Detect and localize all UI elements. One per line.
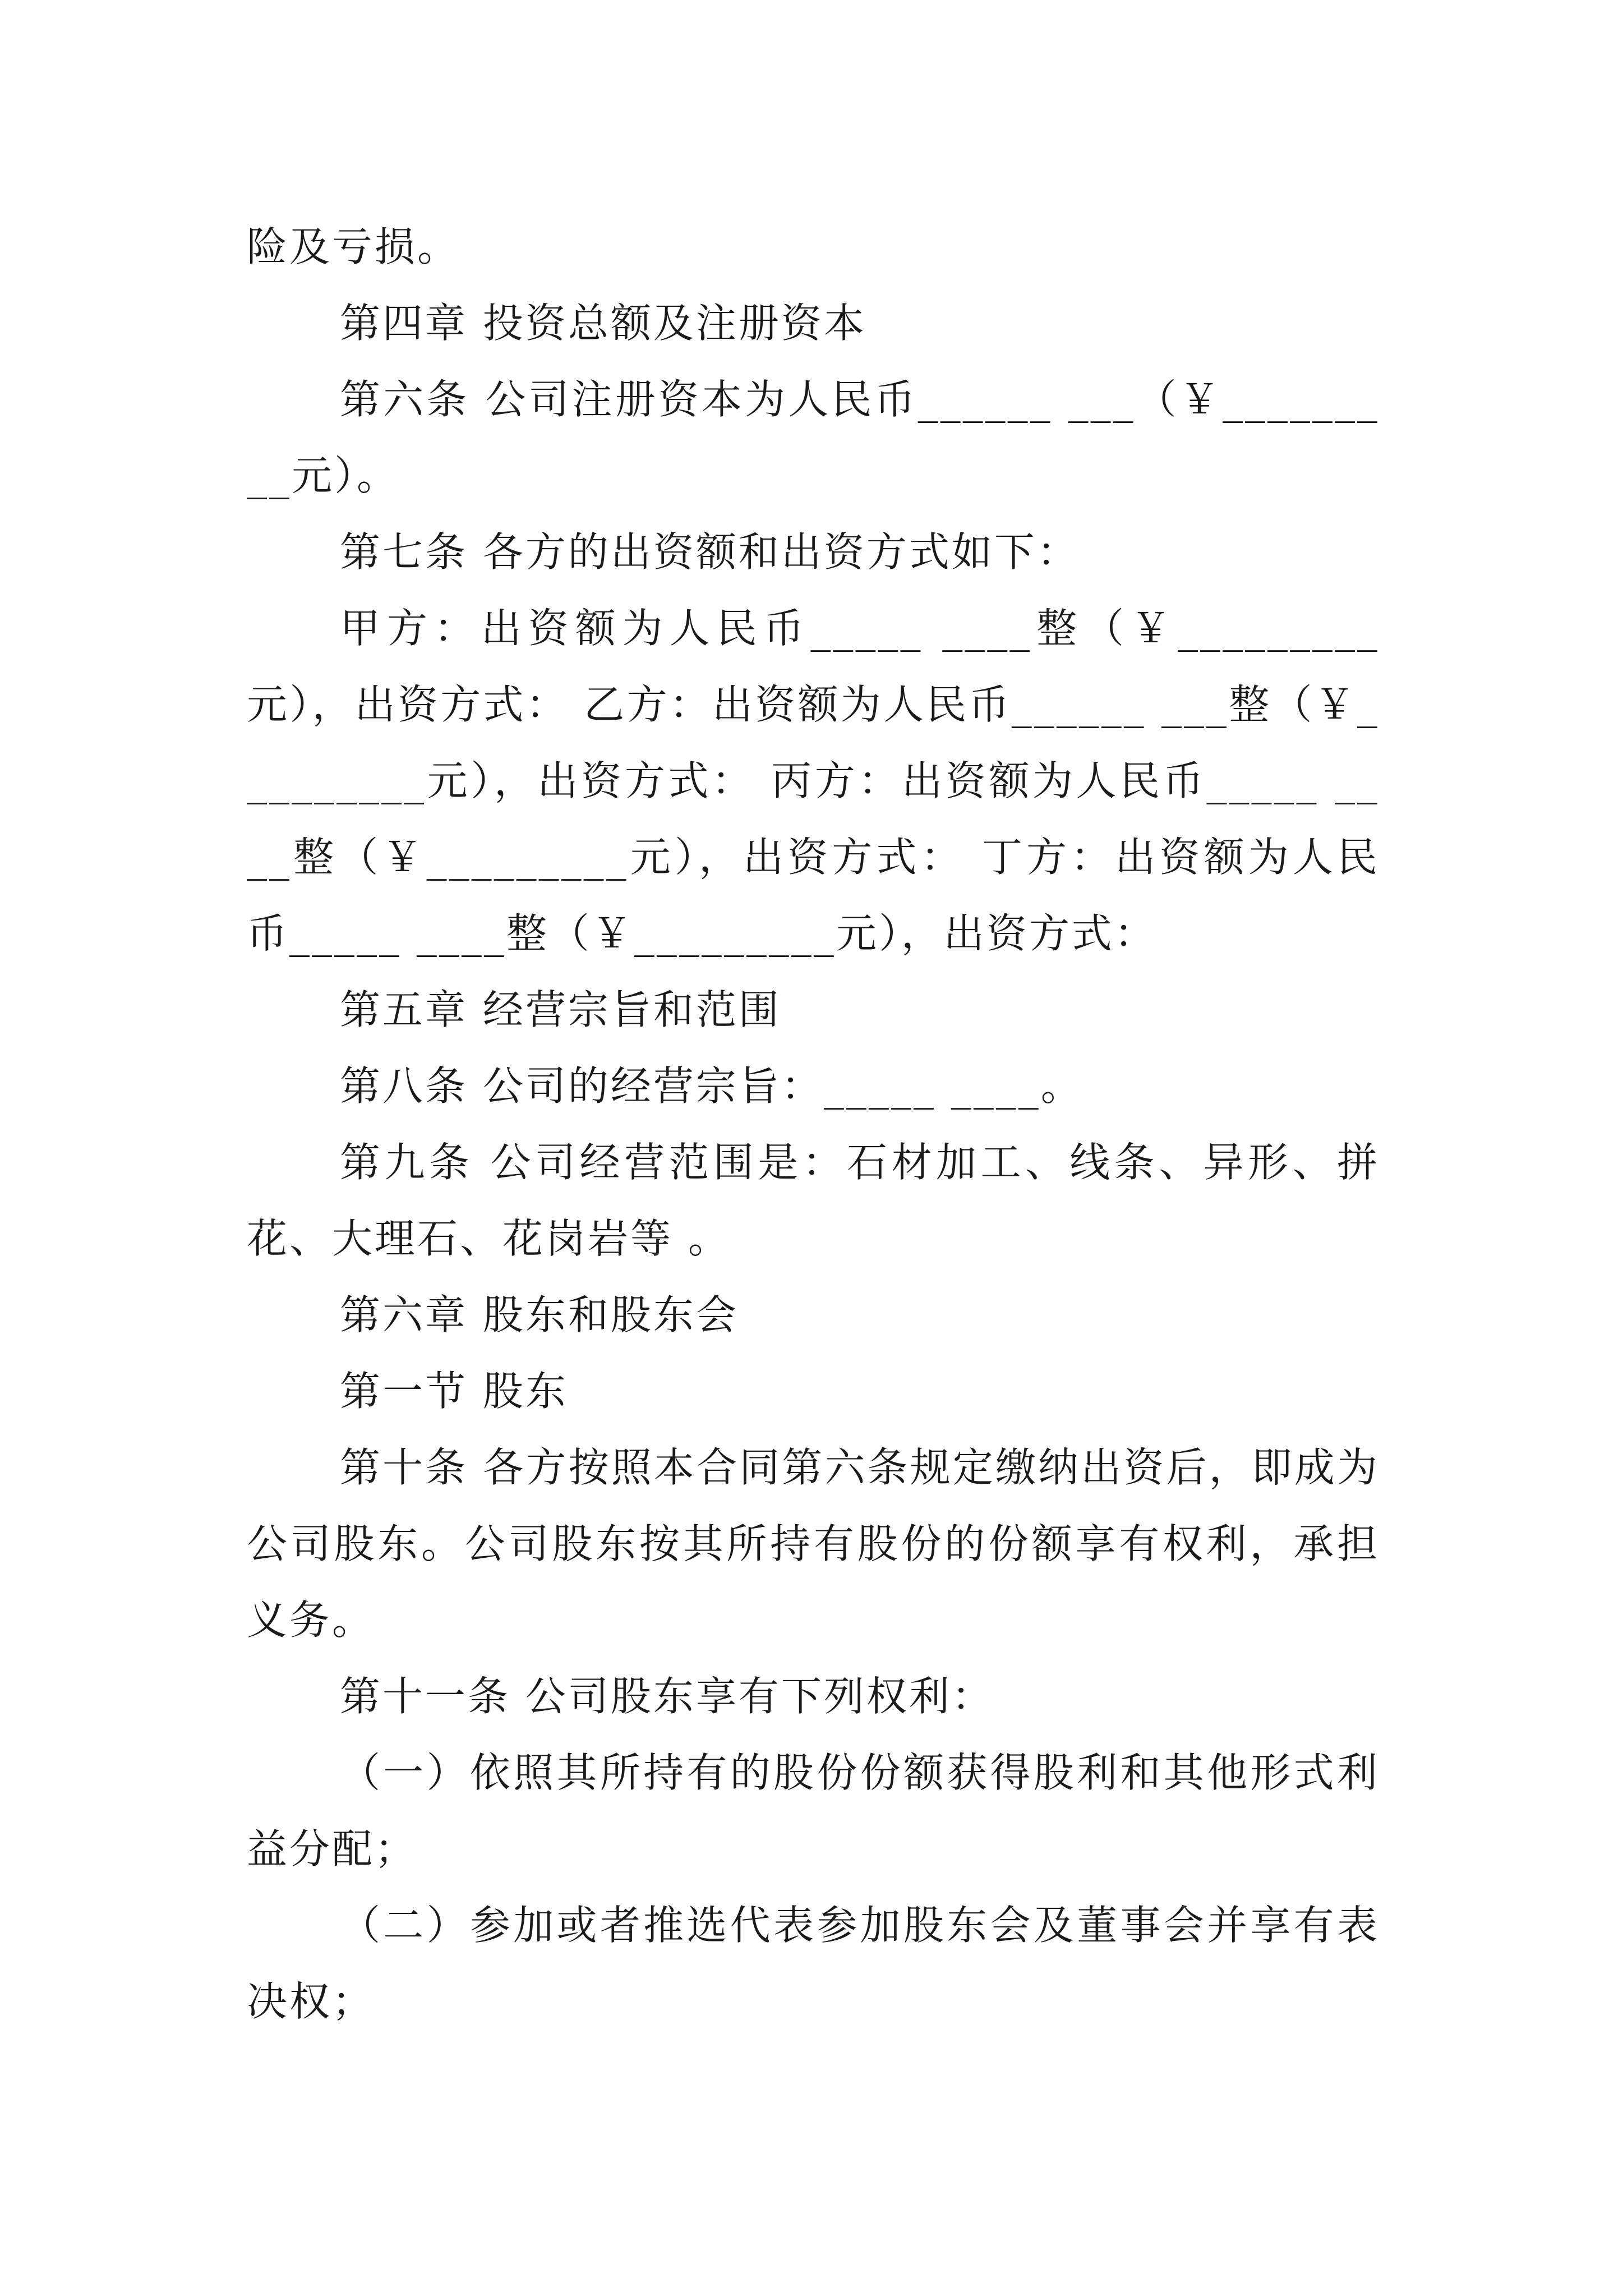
document-body: [247, 209, 1395, 2040]
chapter-6-heading: 第六章 股东和股东会: [340, 1291, 739, 1338]
article-11-item-1: （一）依照其所持有的股份份额获得股利和其他形式利益分配；: [247, 1749, 1380, 1872]
article-11: 第十一条 公司股东享有下列权利：: [340, 1673, 994, 1720]
article-7-contributions: 甲方：出资额为人民币_____ ____整（￥_________元），出资方式： 乙方：出资额为人民币______ ___整（￥_________元），出资方式： 丙方：出资额为人民币_____ ____整（￥_________元），出资方式： 丁方：出资额为人民币_____ ____整（￥_________元），出资方式：: [247, 605, 1380, 957]
section-1-heading: 第一节 股东: [340, 1368, 568, 1415]
paragraph-continuation: 险及亏损。: [247, 223, 460, 270]
article-11-item-2: （二）参加或者推选代表参加股东会及董事会并享有表决权；: [247, 1902, 1380, 2025]
chapter-4-heading: 第四章 投资总额及注册资本: [340, 300, 866, 347]
chapter-5-heading: 第五章 经营宗旨和范围: [340, 986, 781, 1033]
article-6: 第六条 公司注册资本为人民币______ ___（￥_______ __元）。: [247, 376, 1395, 499]
article-8: 第八条 公司的经营宗旨：_____ ____。: [340, 1062, 1083, 1110]
article-9: 第九条 公司经营范围是：石材加工、线条、异形、拼花、大理石、花岗岩等 。: [247, 1139, 1380, 1262]
article-7: 第七条 各方的出资额和出资方式如下：: [340, 528, 1080, 576]
article-10: 第十条 各方按照本合同第六条规定缴纳出资后，即成为公司股东。公司股东按其所持有股份的份额享有权利，承担义务。: [247, 1444, 1380, 1644]
